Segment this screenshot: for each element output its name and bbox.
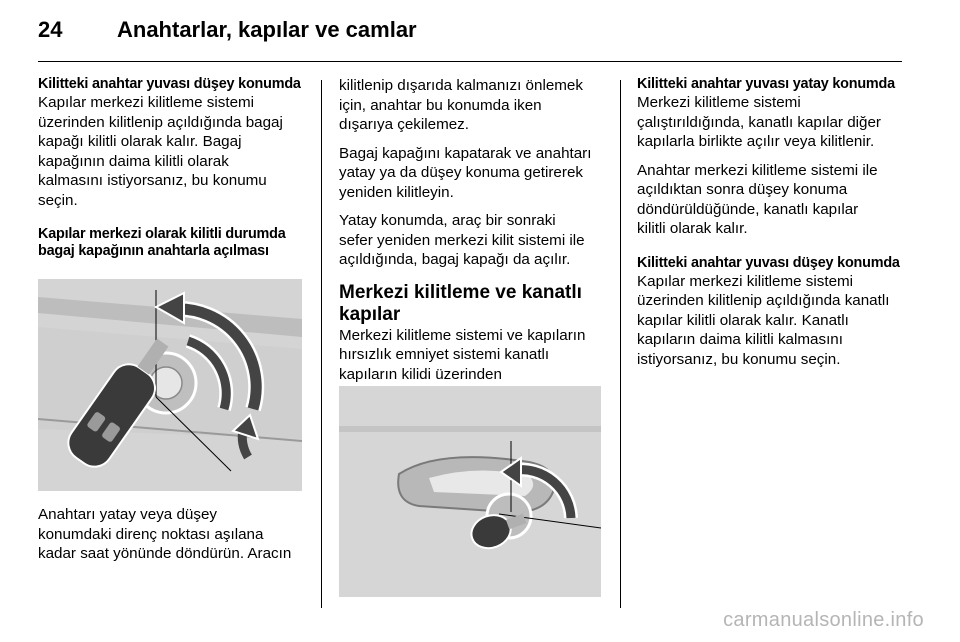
section-heading: Kilitteki anahtar yuvası yatay konumda — [637, 76, 895, 92]
paragraph: Bagaj kapağını kapatarak ve anahtarı yatay ya da düşey konuma getirerek yeniden kilitleyin. — [339, 144, 592, 201]
paragraph: Merkezi kilitleme sistemi ve kapıların hırsızlık emniyet sistemi kanatlı kapıların kilidi üzerinden — [339, 326, 586, 383]
column-2 — [339, 76, 611, 404]
paragraph: Anahtar merkezi kilitleme sistemi ile açıldıktan sonra düşey konuma döndürüldüğünde, kanatlı kapılar kilitli olarak kalır. — [637, 161, 878, 237]
figure-caption: Anahtarı yatay veya düşey konumdaki direnç noktası aşılana kadar saat yönünde döndürün. Aracın — [38, 506, 292, 562]
trunk-lock-key-illustration — [38, 279, 302, 491]
watermark: carmanualsonline.info — [723, 609, 924, 631]
page-title: Anahtarlar, kapılar ve camlar — [117, 17, 417, 42]
paragraph: Kapılar merkezi kilitleme sistemi üzerinden kilitlenip açıldığında bagaj kapağı kilitli olarak kalır. Bagaj kapağının daima kilitli olarak kalmasını istiyorsanız, bu konumu seçin. — [38, 94, 283, 209]
section-heading: Kilitteki anahtar yuvası düşey konumda — [637, 254, 900, 271]
section-heading: Kilitteki anahtar yuvası düşey konumda — [38, 76, 301, 92]
chapter-heading: Merkezi kilitleme ve kanatlı kapılar — [339, 281, 582, 325]
paragraph: Merkezi kilitleme sistemi çalıştırıldığında, kanatlı kapılar diğer kapılarla birlikte açılır veya kilitlenir. — [637, 94, 881, 150]
paragraph: Kapılar merkezi kilitleme sistemi üzerinden kilitlenip açıldığında kanatlı kapılar kilitli olarak kalır. Kanatlı kapıların daima kilitli kalmasını istiyorsanız, bu konumu seçin. — [637, 272, 890, 368]
paragraph: kilitlenip dışarıda kalmanızı önlemek için, anahtar bu konumda iken dışarıya çekilemez. — [339, 77, 583, 133]
paragraph: Yatay konumda, araç bir sonraki sefer yeniden merkezi kilit sistemi ile açıldığında, bagaj kapağı da açılır. — [339, 212, 585, 268]
column-divider — [620, 80, 621, 608]
column-3 — [637, 76, 912, 378]
door-handle-lock-illustration — [339, 386, 601, 597]
page-number: 24 — [38, 17, 63, 42]
column-divider — [321, 80, 322, 608]
section-heading: Kapılar merkezi olarak kilitli durumda bagaj kapağının anahtarla açılması — [38, 226, 286, 259]
header-rule — [38, 61, 902, 62]
column-1 — [38, 76, 310, 260]
